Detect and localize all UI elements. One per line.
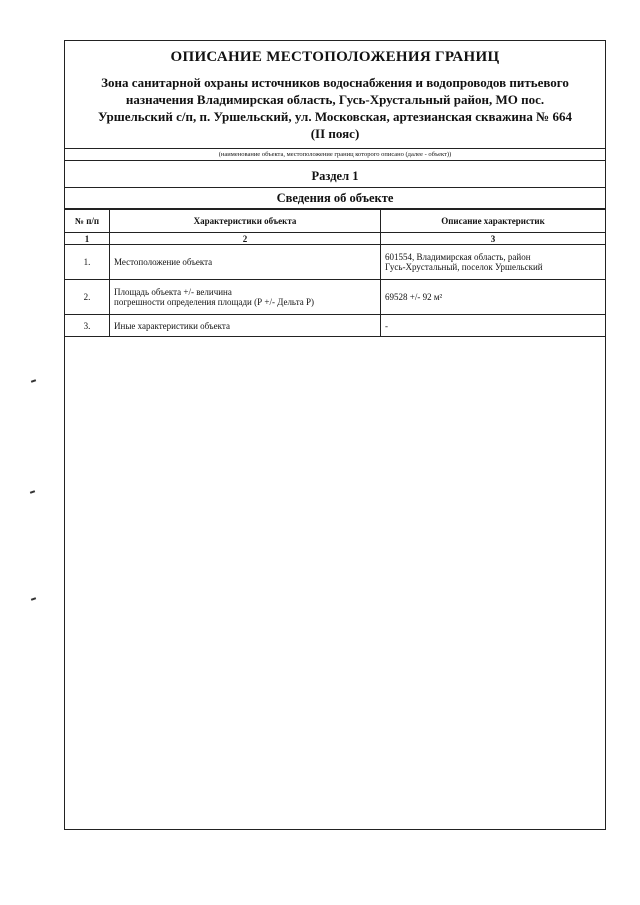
- section-title: Раздел 1: [65, 165, 605, 188]
- row-number: 3.: [65, 315, 110, 337]
- header-characteristic: Характеристики объекта: [110, 210, 381, 233]
- description-line: Гусь-Хрустальный, поселок Уршельский: [385, 262, 543, 272]
- row-characteristic: Иные характеристики объекта: [110, 315, 381, 337]
- subtitle-line: (II пояс): [310, 126, 360, 141]
- header-number: № п/п: [65, 210, 110, 233]
- scan-speck: [31, 379, 36, 383]
- table-row: [65, 315, 605, 337]
- document-title: ОПИСАНИЕ МЕСТОПОЛОЖЕНИЯ ГРАНИЦ: [170, 49, 500, 65]
- characteristic-line: погрешности определения площади (Р +/- Дельта Р): [114, 297, 314, 307]
- scan-speck: [30, 490, 35, 494]
- subtitle-line: назначения Владимирская область, Гусь-Хрустальный район, МО пос.: [125, 92, 545, 107]
- subtitle-line: Уршельский с/п, п. Уршельский, ул. Московская, артезианская скважина № 664: [98, 109, 572, 124]
- row-number: 1.: [65, 245, 110, 280]
- object-info-table: [65, 209, 605, 337]
- info-title: Сведения об объекте: [65, 188, 605, 209]
- table-row: [65, 245, 605, 280]
- row-characteristic: Местоположение объекта: [110, 245, 381, 280]
- document-frame: [64, 40, 606, 830]
- table-index-row: [65, 233, 605, 245]
- header-description: Описание характеристик: [381, 210, 606, 233]
- scan-speck: [31, 597, 36, 601]
- row-description: [381, 245, 606, 280]
- object-description: [71, 74, 599, 142]
- characteristic-line: Площадь объекта +/- величина: [114, 287, 232, 297]
- index-cell: 2: [110, 233, 381, 245]
- row-description: -: [381, 315, 606, 337]
- row-characteristic: [110, 280, 381, 315]
- row-number: 2.: [65, 280, 110, 315]
- row-description: 69528 +/- 92 м²: [381, 280, 606, 315]
- subtitle-line: Зона санитарной охраны источников водоснабжения и водопроводов питьевого: [101, 75, 569, 90]
- description-line: 601554, Владимирская область, район: [385, 252, 531, 262]
- object-note: (наименование объекта, местоположение границ которого описано (далее - объект)): [65, 149, 605, 161]
- document-header: [65, 41, 605, 142]
- table-row: [65, 280, 605, 315]
- table-header-row: [65, 210, 605, 233]
- index-cell: 3: [381, 233, 606, 245]
- index-cell: 1: [65, 233, 110, 245]
